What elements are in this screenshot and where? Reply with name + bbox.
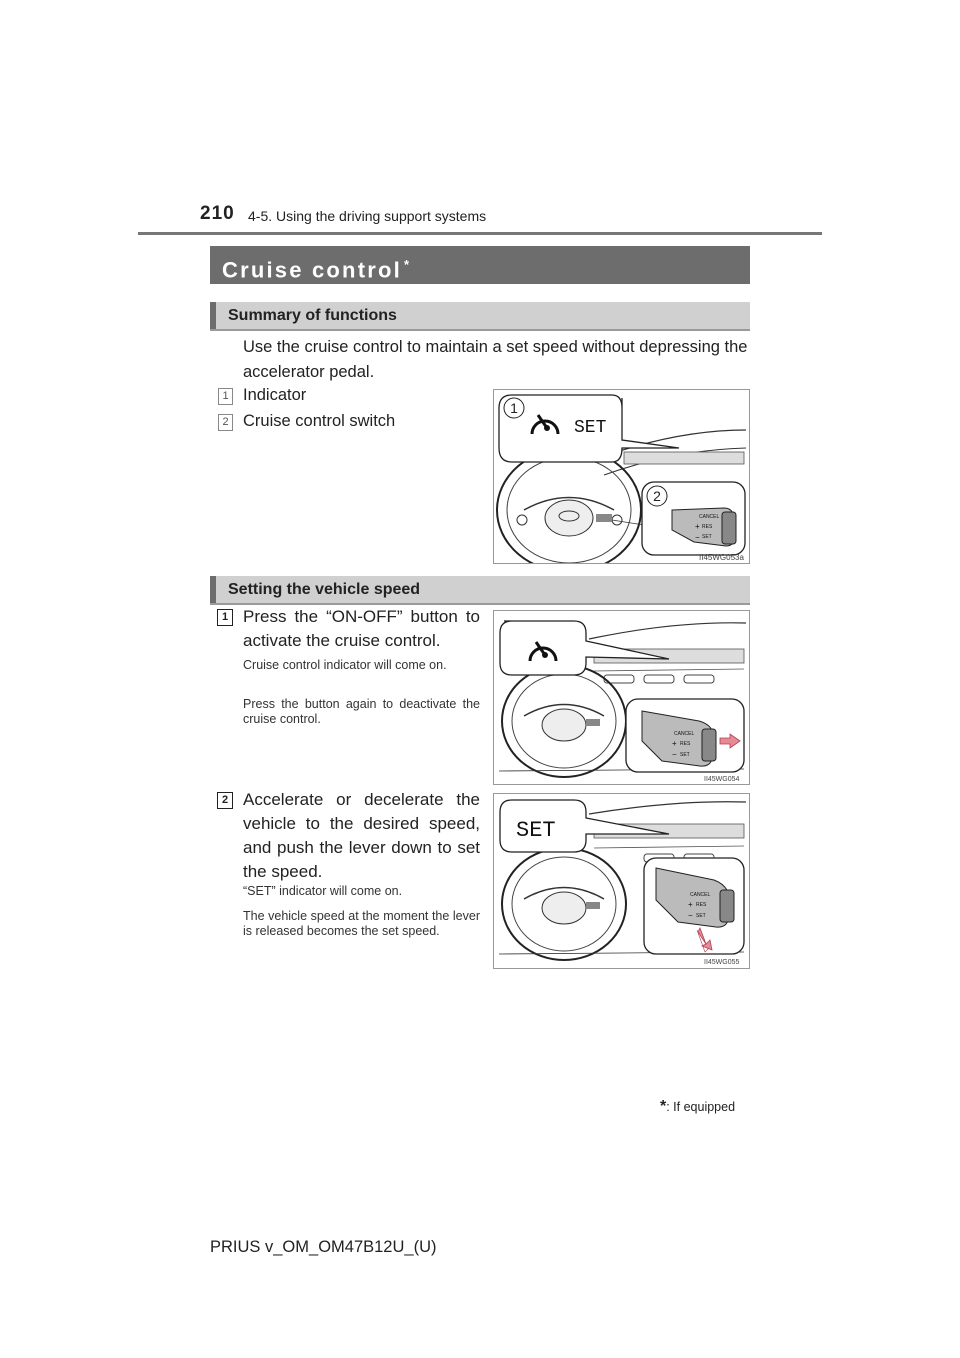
step-1-instruction: Press the “ON-OFF” button to activate the cruise control.	[243, 607, 480, 650]
footnote-text: : If equipped	[666, 1100, 736, 1114]
step-2-note: The vehicle speed at the moment the lever is released becomes the set speed.	[243, 909, 480, 938]
summary-item-number: 1	[218, 388, 233, 405]
summary-item-switch: Cruise control switch	[243, 412, 396, 430]
illustration-step-2	[493, 793, 750, 969]
lever-res-label: RES	[702, 524, 713, 530]
footnote-marker: *	[660, 1098, 667, 1115]
page-title-text: Cruise control	[222, 257, 402, 283]
dashboard-drawing	[494, 794, 749, 968]
setting-heading	[210, 576, 750, 603]
illustration-summary	[493, 389, 750, 564]
step-1-note: Cruise control indicator will come on.	[243, 658, 447, 672]
section-reference: 4-5. Using the driving support systems	[248, 208, 487, 224]
lever-res-label: RES	[680, 741, 691, 747]
svg-text:2: 2	[653, 488, 661, 504]
figure-code: II45WG055	[704, 959, 740, 966]
dashboard-drawing	[494, 611, 749, 784]
page-number: 210	[200, 203, 235, 224]
setting-heading-text: Setting the vehicle speed	[228, 581, 421, 598]
summary-item-number: 2	[218, 414, 233, 431]
lever-minus-label: −	[688, 911, 693, 920]
summary-heading	[210, 302, 750, 329]
lever-minus-label: −	[672, 750, 677, 759]
lever-plus-label: +	[688, 900, 693, 909]
set-indicator-text: SET	[516, 818, 556, 843]
figure-code: II45WG053a	[699, 553, 744, 562]
summary-intro: Use the cruise control to maintain a set speed without depressing the accelerator pedal.	[243, 338, 748, 381]
figure-code: II45WG054	[704, 776, 740, 783]
step-number: 1	[217, 609, 233, 626]
svg-text:1: 1	[510, 400, 518, 416]
lever-minus-label: −	[695, 533, 700, 542]
step-number: 2	[217, 792, 233, 809]
page-title	[210, 246, 750, 284]
lever-set-label: SET	[680, 752, 690, 758]
dashboard-drawing	[494, 390, 749, 563]
lever-plus-label: +	[672, 739, 677, 748]
step-2-instruction: Accelerate or decelerate the vehicle to the desired speed, and push the lever down to set the speed.	[243, 790, 480, 881]
illustration-step-1	[493, 610, 750, 785]
title-footnote-marker: *	[403, 257, 412, 272]
summary-item-indicator: Indicator	[243, 386, 307, 404]
lever-plus-label: +	[695, 522, 700, 531]
set-indicator-text: SET	[574, 418, 607, 438]
lever-res-label: RES	[696, 902, 707, 908]
document-footer: PRIUS v_OM_OM47B12U_(U)	[210, 1238, 437, 1256]
step-2-note: “SET” indicator will come on.	[243, 884, 403, 898]
lever-cancel-label: CANCEL	[699, 514, 720, 520]
lever-cancel-label: CANCEL	[690, 892, 711, 898]
step-1-note: Press the button again to deactivate the cruise control.	[243, 697, 480, 726]
header-rule	[138, 232, 822, 235]
footnote	[660, 1098, 735, 1116]
lever-set-label: SET	[696, 913, 706, 919]
summary-heading-text: Summary of functions	[228, 307, 397, 324]
lever-set-label: SET	[702, 534, 712, 540]
lever-cancel-label: CANCEL	[674, 731, 695, 737]
